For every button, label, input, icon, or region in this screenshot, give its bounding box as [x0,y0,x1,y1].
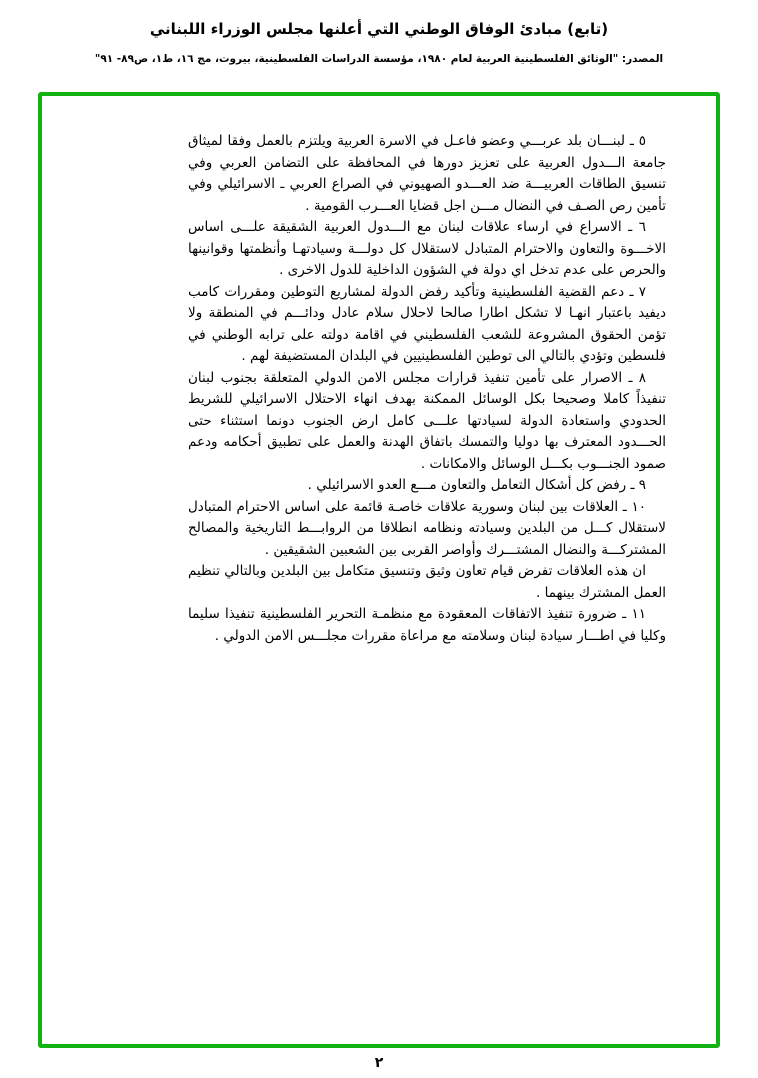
document-title: (تابع) مبادئ الوفاق الوطني التي أعلنها مجلس الوزراء اللبناني [149,20,609,38]
page-header [0,20,758,65]
clause-paragraph-11: ١١ ـ ضرورة تنفيذ الاتفاقات المعقودة مع منظمـة التحرير الفلسطينية تنفيذا سليما وكليا في اطـــار سيادة لبنان وسلامته مع مراعاة مقررات مجلـــس الامن الدولي . [188,606,666,644]
clause-paragraph-6: ٦ ـ الاسراع في ارساء علاقات لبنان مع الـــدول العربية الشقيقة علـــى اساس الاخـــوة والتعاون والاحترام المتبادل لاستقلال كل دولـــة وسيادتهـا وأنظمتها وقوانينها والحرص على عدم تدخل اي دولة في الشؤون الداخلية للدول الاخرى . [188,219,666,278]
clause-paragraph-5: ٥ ـ لبنـــان بلد عربـــي وعضو فاعـل في الاسرة العربية ويلتزم بالعمل وفقا لميثاق جامعة الـــدول العربية على تعزيز دورها في المحافظة على التضامن العربي وفي تنسيق الطاقات العربيـــة ضد العـــدو الصهيوني في الصراع العربي ـ الاسرائيلي وفي تأمين رص الصـف في النضال مـــن اجل قضايا العـــرب القومية . [188,133,666,214]
document-body [188,131,666,647]
clause-paragraph-7: ٧ ـ دعم القضية الفلسطينية وتأكيد رفض الدولة لمشاريع التوطين ومقررات كامب ديفيد باعتبار انهـا لا تشكل اطارا صالحا لاحلال سلام عادل ودائـــم في المنطقة ولا تؤمن الحقوق المشروعة للشعب الفلسطيني في اقامة دولته على ترابه الوطني في فلسطين وتؤدي بالتالي الى توطين الفلسطينيين في البلدان المستضيفة لهم . [188,283,666,364]
clause-paragraph-10-continuation: ان هذه العلاقات تفرض قيام تعاون وثيق وتنسيق متكامل بين البلدين وبالتالي تنظيم العمل المشترك بينهما . [188,563,666,601]
page-number: ٢ [374,1055,384,1071]
document-frame [38,92,720,1048]
page-footer [0,1052,758,1071]
source-citation: المصدر: "الوثائق الفلسطينية العربية لعام ١٩٨٠، مؤسسة الدراسات الفلسطينية، بيروت، مج ١٦، ط١، ص٨٩- ٩١" [94,53,664,65]
clause-paragraph-10: ١٠ ـ العلاقات بين لبنان وسورية علاقات خاصـة قائمة على اساس الاحترام المتبادل لاستقلال كـــل من البلدين وسيادته ونظامه انطلاقا من الروابـــط التاريخية والمصالح المشتركـــة والنضال المشتـــرك وأواصر القربى بين الشعبين الشقيقين . [188,498,666,558]
clause-paragraph-8: ٨ ـ الاصرار على تأمين تنفيذ قرارات مجلس الامن الدولي المتعلقة بجنوب لبنان تنفيذاً كاملا وصحيحا بكل الوسائل الممكنة بهدف انهاء الاحتلال الاسرائيلي للشريط الحدودي واستعادة الدولة لسيادتها علـــى كامل ارض الجنوب دونما استثناء حتى الحـــدود المعترف بها دوليا والتمسك باتفاق الهدنة والعمل على تطبيق أحكامه ودعم صمود الجنـــوب بكـــل الوسائل والامكانات . [188,369,666,472]
clause-paragraph-9: ٩ ـ رفض كل أشكال التعامل والتعاون مـــع العدو الاسرائيلي . [307,477,646,493]
